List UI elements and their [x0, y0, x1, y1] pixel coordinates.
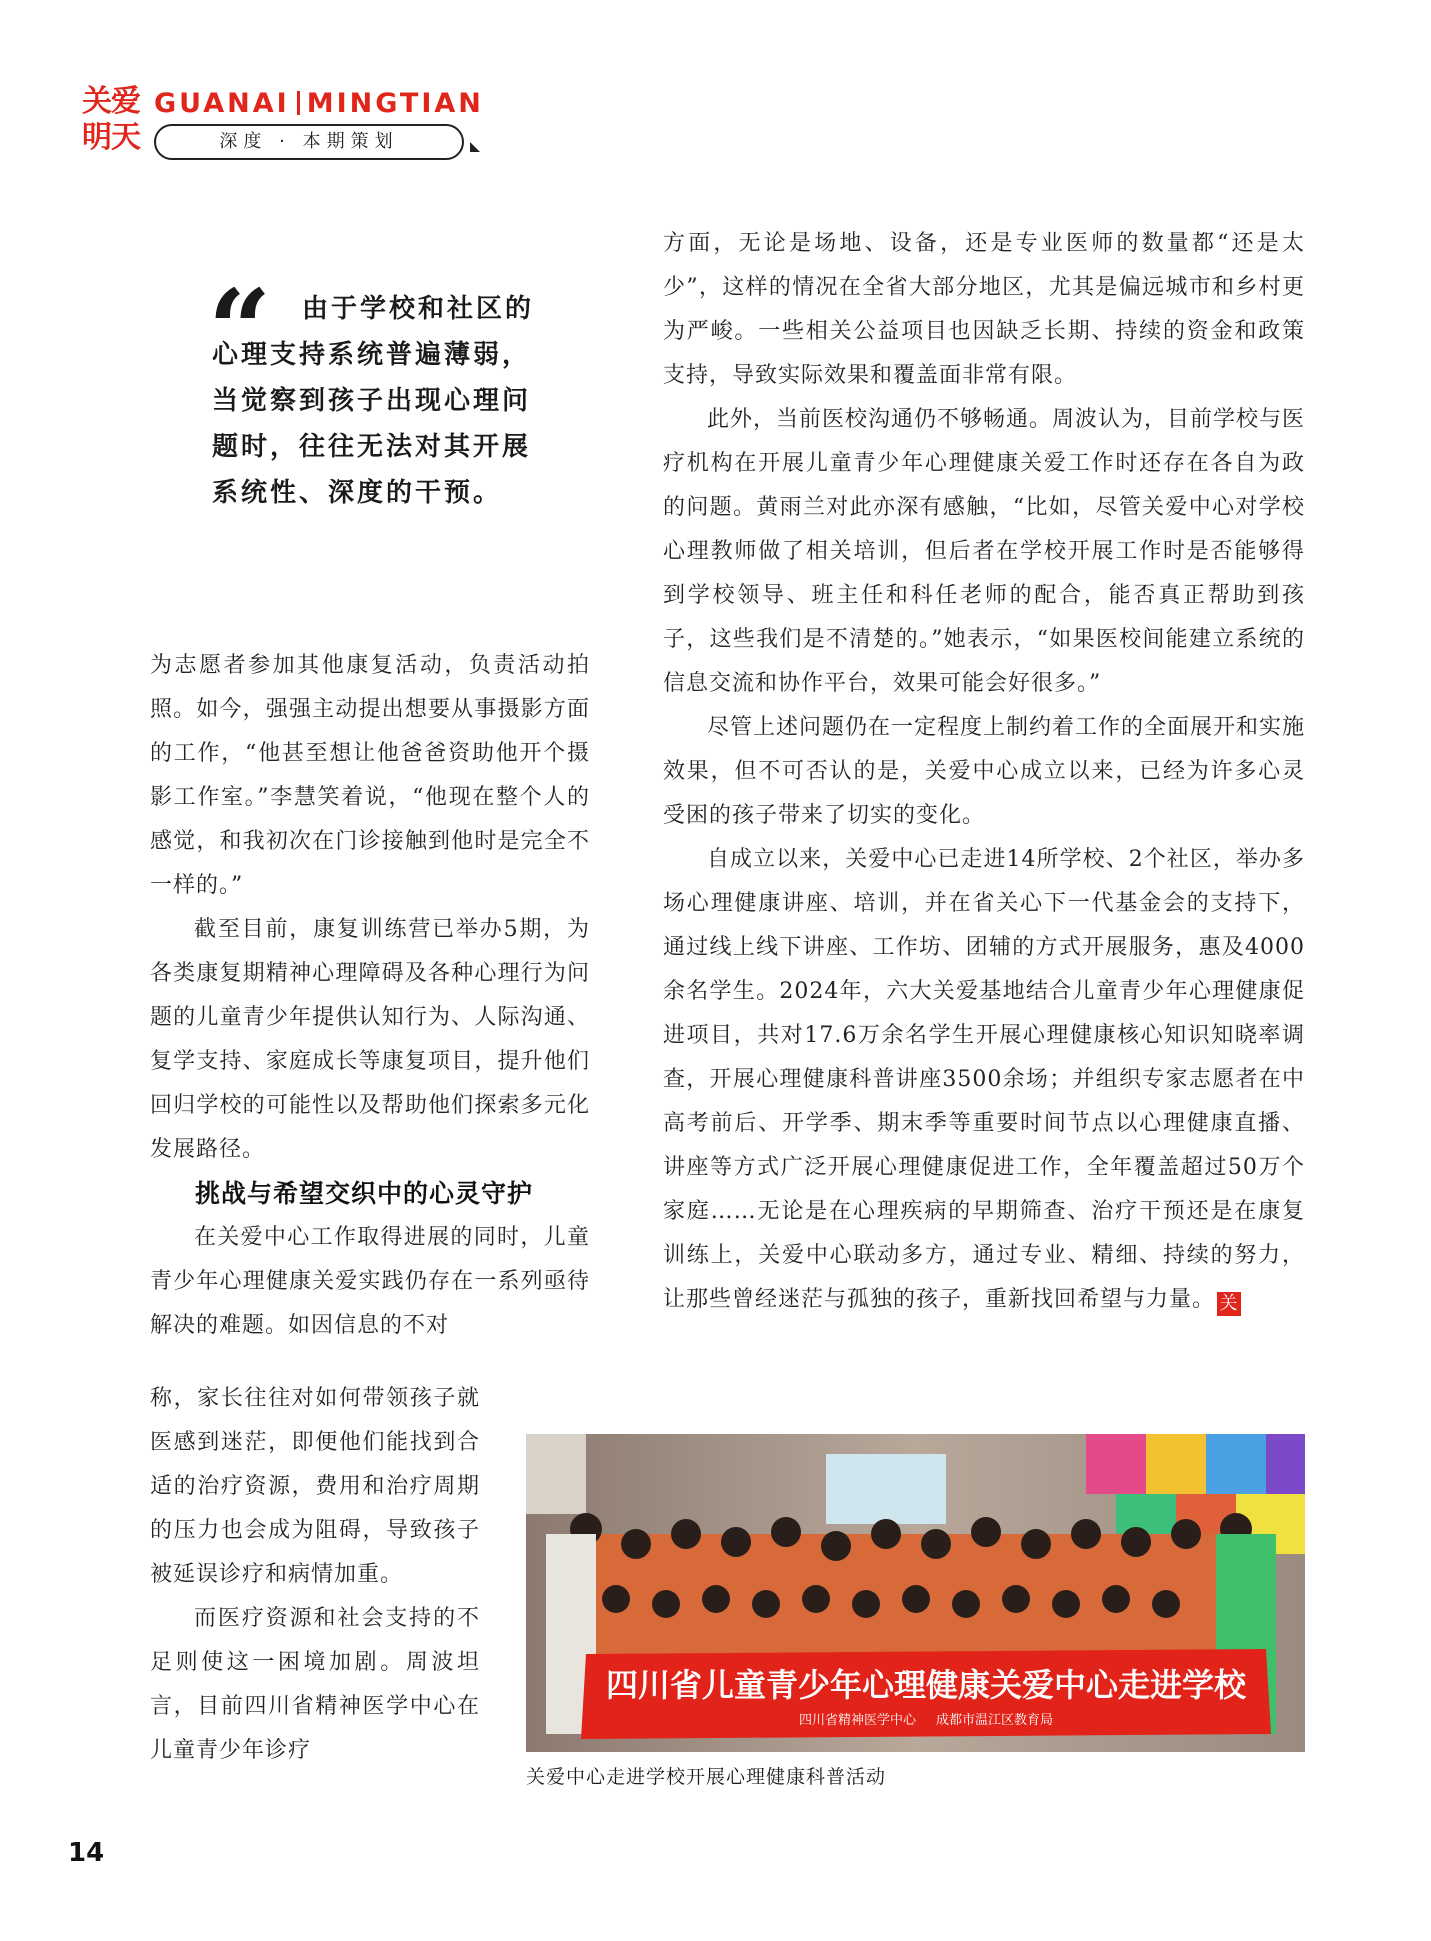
paragraph: 称，家长往往对如何带领孩子就医感到迷茫，即便他们能找到合适的治疗资源，费用和治疗周期的压力也会成为阻碍，导致孩子被延误诊疗和病情加重。 [150, 1386, 480, 1587]
magazine-name-en [154, 88, 484, 119]
left-column-narrow [150, 1377, 480, 1773]
banner-main-text: 四川省儿童青少年心理健康关爱中心走进学校 [605, 1666, 1247, 1704]
pull-quote: 由于学校和社区的心理支持系统普遍薄弱，当觉察到孩子出现心理问题时，往往无法对其开展系统性、深度的干预。 [212, 294, 535, 508]
paragraph: 而医疗资源和社会支持的不足则使这一困境加剧。周波坦言，目前四川省精神医学中心在儿童青少年诊疗 [150, 1606, 480, 1763]
paragraph [663, 838, 1305, 1322]
quote-mark-icon: “ [208, 265, 272, 394]
section-label-tail [470, 142, 480, 152]
end-mark-icon: 关 [1217, 1292, 1241, 1316]
banner-sub-left: 四川省精神医学中心 [798, 1713, 916, 1728]
paragraph-text: 自成立以来，关爱中心已走进14所学校、2个社区，举办多场心理健康讲座、培训，并在省关心下一代基金会的支持下，通过线上线下讲座、工作坊、团辅的方式开展服务，惠及4000余名学生。2024年，六大关爱基地结合儿童青少年心理健康促进项目，共对17.6万余名学生开展心理健康核心知识知晓率调查，开展心理健康科普讲座3500余场；并组织专家志愿者在中高考前后、开学季、期末季等重要时间节点以心理健康直播、讲座等方式广泛开展心理健康促进工作，全年覆盖超过50万个家庭……无论是在心理疾病的早期筛查、治疗干预还是在康复训练上，关爱中心联动多方，通过专业、精细、持续的努力，让那些曾经迷茫与孤独的孩子，重新找回希望与力量。 [663, 847, 1305, 1312]
section-label: 深度 · 本期策划 [154, 124, 464, 160]
paragraph: 在关爱中心工作取得进展的同时，儿童青少年心理健康关爱实践仍存在一系列亟待解决的难题。如因信息的不对 [150, 1225, 590, 1338]
logo-en-left: GUANAI [154, 88, 290, 119]
left-column [150, 644, 590, 1348]
logo-en-right: MINGTIAN [306, 88, 484, 119]
paragraph: 为志愿者参加其他康复活动，负责活动拍照。如今，强强主动提出想要从事摄影方面的工作，“他甚至想让他爸爸资助他开个摄影工作室。”李慧笑着说，“他现在整个人的感觉，和我初次在门诊接触到他时是完全不一样的。” [150, 653, 590, 898]
photo-caption: 关爱中心走进学校开展心理健康科普活动 [526, 1766, 887, 1788]
right-column [663, 222, 1305, 1322]
magazine-logo: 关爱明天 [82, 84, 140, 155]
paragraph: 方面，无论是场地、设备，还是专业医师的数量都“还是太少”，这样的情况在全省大部分地区，尤其是偏远城市和乡村更为严峻。一些相关公益项目也因缺乏长期、持续的资金和政策支持，导致实际效果和覆盖面非常有限。 [663, 231, 1305, 388]
paragraph: 此外，当前医校沟通仍不够畅通。周波认为，目前学校与医疗机构在开展儿童青少年心理健康关爱工作时还存在各自为政的问题。黄雨兰对此亦深有感触，“比如，尽管关爱中心对学校心理教师做了相关培训，但后者在学校开展工作时是否能够得到学校领导、班主任和科任老师的配合，能否真正帮助到孩子，这些我们是不清楚的。”她表示，“如果医校间能建立系统的信息交流和协作平台，效果可能会好很多。” [663, 407, 1306, 696]
group-photo-illustration [526, 1434, 1305, 1752]
page-number: 14 [68, 1838, 105, 1868]
banner-sub-right: 成都市温江区教育局 [936, 1713, 1054, 1728]
group-photo [526, 1434, 1305, 1752]
logo-separator [297, 91, 300, 115]
paragraph: 尽管上述问题仍在一定程度上制约着工作的全面展开和实施效果，但不可否认的是，关爱中心成立以来，已经为许多心灵受困的孩子带来了切实的变化。 [663, 715, 1306, 828]
subheading: 挑战与希望交织中的心灵守护 [195, 1179, 534, 1208]
paragraph: 截至目前，康复训练营已举办5期，为各类康复期精神心理障碍及各种心理行为问题的儿童青少年提供认知行为、人际沟通、复学支持、家庭成长等康复项目，提升他们回归学校的可能性以及帮助他们探索多元化发展路径。 [150, 917, 590, 1162]
masthead [82, 84, 482, 164]
